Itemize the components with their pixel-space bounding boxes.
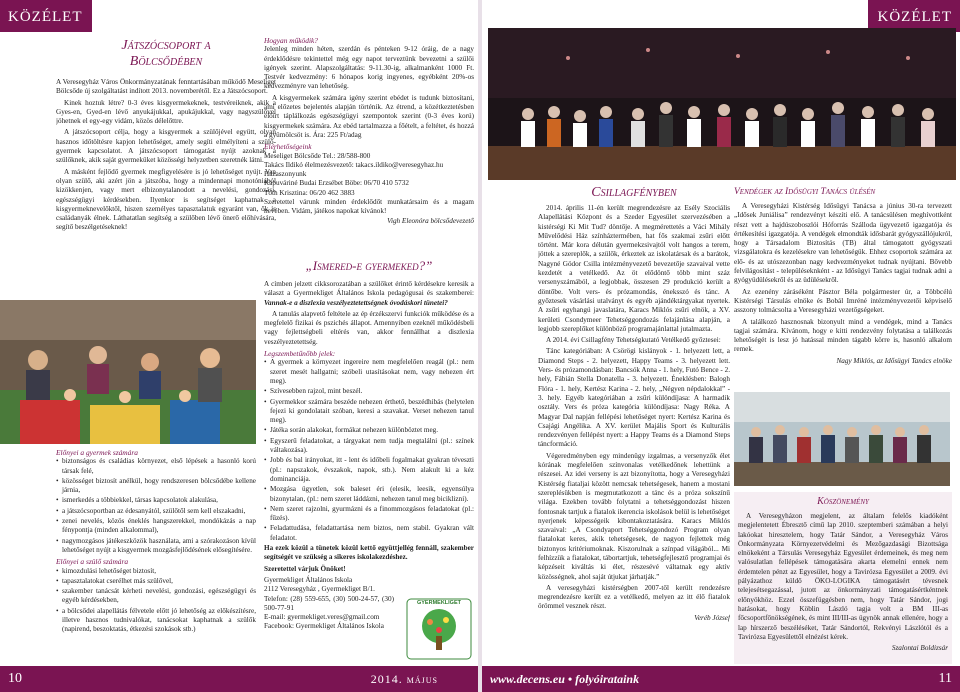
apology-box — [734, 492, 952, 664]
closing-note: Ha ezek közül a tünetek közül kettő együttjellég fennáll, szakember segítségét ve szükség a sikeres iskolakezdéshez. — [264, 544, 474, 562]
how-it-works-heading: Hogyan működik? — [264, 36, 318, 45]
article-apology — [738, 496, 948, 660]
footer-left — [0, 666, 478, 692]
contact-line: Kapuváriné Budai Erzsébet Böbe: 06/70 410 5732 — [264, 179, 409, 188]
article-title: Csillagfényben — [591, 185, 677, 200]
paragraph: A címben jelzett cikksorozatában a szülőket érintő kérdésekre keresik a választ a Gyermekliget Általános Iskola pedagógusai és szakemberei: — [264, 280, 474, 298]
list-item: • Mozgása ügyetlen, sok baleset éri (elesik, leesik, egyensúlya bizonytalan, (pl.: nem szeret láddázni, nehezen tanul meg biciklizni). — [264, 485, 474, 504]
contact-line: Szeretettel várunk minden érdeklődőt munkatársaim és a magam nevében. Vidám, játékos napokat kívánok! — [264, 198, 474, 216]
paragraph: A Veresegyházi Kistérség Idősügyi Tanácsa a június 30-ra tervezett „Idősek Juniálisa” rendezvényt készíti elő. A tanácsülésen meghívottként részt vett a hajdúszoboszlói Hóforrás Szálloda ügyvezető igazgatója és értékesítési igazgatója. A vendégek elmondták idősbarát gyógyszállójukról, hogy a Társadalom Biztosítás (TB) által támogatott gyógyszati vizsgálatokra és kezelésekre van lehetőségük. Ehhez csoportok számára az elő- és az utószezonban nagy kedvezményeket tudnak nyújtani. Bővebb felvilágosítást - településeknként - az Idősügyi Tanács tagjai tudnak adni a gyógyüdülésekről és az üdülésekről. — [734, 202, 952, 285]
contact-line: Meseliget Bölcsőde Tel.: 28/588-800 — [264, 151, 371, 160]
page-number: 10 — [8, 671, 22, 686]
paragraph: A játszócsoport célja, hogy a kisgyermek a szülőjével együtt, olyan hasznos időtöltésre kapjon lehetőséget, amely segíti elmélyíteni a szülő-gyermek kapcsolatot. A játszócsoport támogatást nyújt azoknak a szülőknek, akik saját gyermeküket közösségi helyzetben szeretnék látni. — [56, 128, 276, 165]
signature: Veréb József — [694, 613, 730, 622]
contact-line: Házaszonyunk — [264, 170, 307, 179]
article-playgroup-intro — [56, 38, 276, 338]
list-item: • a játszócsoportban az édesanyától, szülőtől sem kell elszakadni, — [56, 507, 256, 516]
paragraph: A Veresegyház Város Önkormányzatának fenntartásában működő Meseliget Bölcsőde új szolgáltatást indított 2013. novemberétől. Ez a Játszócsoport. — [56, 78, 276, 96]
paragraph: A 2014. évi Csillagfény Tehetségkutató Vetélkedő győztesei: — [546, 336, 721, 345]
meeting-photo — [734, 392, 950, 486]
paragraph: Kinek hoztuk létre? 0-3 éves kisgyermekeknek, testvéreiknek, akik a Gyes-en, Gyed-en lévő anyukájukkal, apukájukkal, vagy nagyszülővel jöhetnek el egy-egy vidám, közös délelőttre. — [56, 98, 276, 126]
list-item: • biztonságos és családias környezet, első lépések a hasonló korú társak felé, — [56, 457, 256, 476]
paragraph: 2014. április 11-én került megrendezésre az Esély Szociális Alapellátási Központ és a Szeder Egyesület szervezésében a kistérségi Ki Mit Tud? döntője. A megmérettetés a Váci Mihály Művelődési Ház színháztermében, hat fős szakmai zsűri előtt történt. Már kora délután gyermekzsivajtól volt hangos a terem, jöttek a szereplők, a szülők, érkeztek az iskolatársak és a barátok, Nagyné Gödor Csilla intézményvezető bevezetője szavaival vette kezdetét a vetélkedő. Az öt elődöntő több mint száz versenyszámából, a legjobbak, összesen 29 produkció került a döntőbe. Volt vers- és prózamondás, éneksszó és tánc. A győztesek vásárlási utalványt és egyéb ajándéktárgyakat nyertek. A zsűri egyhangú javaslatára, Karacs Miklós zsűri elnök, a XV. kerületi Csondymeer Tehetséggondozás felajánlása alapján, a legjobb szereplőket különböző programajánlattal jutalmazta. — [538, 204, 730, 333]
left-page — [0, 0, 478, 692]
school-logo — [406, 598, 472, 660]
playgroup-photo — [0, 300, 256, 444]
section-label-left: KÖZÉLET — [0, 0, 92, 32]
paragraph: A tanulás alapvető feltétele az ép érzékszervi funkciók működése és a megfelelő fizikai és pszichés állapot. Amennyiben ezeknél működésbeli vagy fejlettségbeli eltérés van, akkor fennállhat a diszlexia veszélyeztetettség. — [264, 309, 474, 346]
contact-line: Tóth Krisztina: 06/20 462 3883 — [264, 188, 355, 197]
list-item: • szakember tanácsát kérheti nevelési, gondozási, egészségügyi és egyéb kérdésekben, — [56, 587, 256, 606]
article-title: Vendégek az Idősügyi Tanács ülésén — [734, 187, 876, 197]
signs-list — [264, 358, 474, 543]
article-guests — [734, 186, 952, 386]
list-item: • ismerkedés a többiekkel, társas kapcsolatok alakulása, — [56, 496, 256, 505]
article-title: Játszócsoport a Bölcsődében — [121, 38, 211, 69]
list-item: • Egyszerű feladatokat, a tárgyakat nem tudja megtalálni (pl.: színek váltakozása). — [264, 437, 474, 456]
stage-photo — [488, 28, 956, 180]
address-line: Gyermekliget Általános Iskola — [264, 575, 353, 584]
section-label-right: KÖZÉLET — [868, 0, 960, 32]
list-item: • Szívesebben rajzol, mint beszél. — [264, 387, 474, 396]
list-item: • kimozdulási lehetőséget biztosít, — [56, 567, 256, 576]
paragraph: Végeredményben egy mindenügy izgalmas, a versenyzők élet kórának megfelelően színvonalas vetélkedőnek lehettünk a részesei. Az idei verseny is azt bizonyította, hogy a Veresegyházi Kistérség fiataljai között nemcsak tehetségesek, hanem a mostani szereplésükben is megmutatkozott a tánc és a próza sokszínű világa. Ezekben tovább folytatni a tehetséggondozást hiszen fontosnak tartjuk a fiatalok ikerencia iskolások belül is lehetőséget nyerjenek képességeik kibontakoztatására. Karacs Miklós szavaival: „A Csondyaport Tehetséggondozó Program olyan fiatalokat keres, akik tehetségesek, de nagyon fejlettek még biztonyos kritériumoknak. Kiszorulnak a színpad világából... Mi felhízzük a fiatalokat, tábortartjuk, tehetségfejlesztő programjai és képzéseit kiváltás ki élet, részesévé váltatnak egy aktív közösségnek, ahol saját útjukat járhatják.” — [538, 451, 730, 581]
list-item: • Játéka során alakokat, formákat nehezen különböztet meg. — [264, 426, 474, 435]
list-item: • A gyermek a környezet ingereire nem megfelelően reagál (pl.: nem szeret mesét hallgatni; szóbeli utasításokat nem, vagy nehezen ért meg). — [264, 358, 474, 386]
signature: Vigh Eleonóra bölcsődevezető — [387, 216, 474, 225]
paragraph: A találkozó hasznosnak bizonyult mind a vendégek, mind a Tanács tagjai számára. Kívánom, hogy e kitti rendezvény folytatása a találkozás lehetőségét is lesz jó hatással minden tágabb körre is, hasonló alkalom remek. — [734, 317, 952, 354]
article-title: „Ismered-e gyermeked?” — [305, 258, 433, 273]
advantages-parent-list — [56, 567, 256, 635]
signs-heading: Legszembetűnőbb jelek: — [264, 349, 336, 359]
logo-text: GYERMEKLIGET — [416, 600, 461, 606]
signature: Szalontai Boldizsár — [891, 644, 948, 653]
right-page — [482, 0, 960, 692]
list-item: • Nem szeret rajzolni, gyurmázni és a finommozgásos feladatokat (pl.: fűzés). — [264, 505, 474, 524]
paragraph: Tánc kategóriában: A Csörögi kislányok - 1. helyezett lett, a Diamond Steps - 2. helyezett, Happy Teams - 3. helyezett lett. Vers- és prózamondásban: Bancsók Anna - 1. hely, Futó Bence - 2. hely, Fábián Stella Donatella - 3. helyezett. Éneklésben: Balogh Flóra - 1. hely, Kertész Karina - 2. hely, „Négyen népdalokkal” - 3. hely. Egyéb kategóriában a zsűri különdíjasa: A harmadik osztály. Vers és próza kategória különdíjasa: Nagy Réka. A Magyar Dal napján fellépési lehetőséget nyert: Kertész Karina és Csajági Angélika. A XV. kerület Majális Sport és Kulturális rendezvényen fellépést nyert: a Happy Teams és a Diamond Steps táncformáció. — [538, 347, 730, 449]
list-item: • Jobb és bal irányokat, itt - lent és időbeli fogalmakat gyakran téveszti (pl.: napszakok, évszakok, napok, stb.). Nem alakult ki a kéz dominanciája. — [264, 456, 474, 484]
email-line: E-mail: gyermekliget.veres@gmail.com — [264, 613, 380, 622]
article-title: Köszönemény — [817, 496, 869, 507]
contacts-heading: Elérhetőségeink — [264, 142, 312, 152]
highlight-question: Vannak-e a diszlexia veszélyeztetettségnek óvodáskori tünetei? — [264, 298, 448, 307]
website-footer: www.decens.eu • folyóirataink — [490, 672, 640, 686]
paragraph: Jelenleg minden héten, szerdán és pénteken 9-12 óráig, de a nagy érdeklődésre tekintettel még egy napot terveztünk bevezetni a szülői igények szerint. Alapszolgáltatás: 9-11.30-ig, alkalmanként 1000 Ft. Testvér kedvezmény: 6 hónapos korig ingyenes, egyébként 20%-os kedvezményre van lehetőség. — [264, 45, 474, 91]
contact-line: Takács Ildikó élelmezésvezető: takacs.ildiko@veresegyhaz.hu — [264, 160, 444, 169]
advantages-child-list — [56, 457, 256, 555]
advantages-parent-title: Előnyei a szülő számára — [56, 557, 129, 567]
address-line: Telefon: (28) 559-655, (30) 500-24-57, (30) 500-77-91 — [264, 594, 394, 612]
list-item: • a bölcsődei alapellátás félvetele előtt jó lehetőség az előkészítésre, illetve hasznos tudnivalókat, tanácsokat kaphatnak a szülők (napirend, beszoktatás, étkezési szokások stb.) — [56, 607, 256, 635]
list-item: • nagymozgásos játékeszközök használata, ami a szórakozáson kívül lehetőséget nyújt a kisgyermek mozgásfejlődésének elősegítésére. — [56, 537, 256, 556]
signature: Nagy Miklós, az Idősügyi Tanács elnöke — [836, 356, 952, 365]
paragraph: A kisgyermekek számára igény szerint ebédet is tudunk biztosítani, ami előzetes bejelentés alapján történik. Az étrend, a közétkeztetésben előírt táplálkozás egészségügyi szempontok szerint (0-3 éves korú) kisgyermekek számára. Az ebéd tartalmazza a főételt, a feltétet, és hozzá a gyümölcsöt is. Ára: 225 Ft/adag — [264, 93, 474, 139]
list-item: • közösséget biztosít anélkül, hogy rendszeresen bölcsődébe kellene járnia, — [56, 477, 256, 496]
advantages-child-title: Előnyei a gyermek számára — [56, 448, 138, 457]
list-item: • Feladattudása, feladattartása nem biztos, nem stabil. Gyakran vált feladatot. — [264, 524, 474, 543]
paragraph: A Veresegyházon megjelent, az általam felelős kiadóként megjelentetett Ébresztő című lap 2010. szeptemberi számában a helyi lakóokat hiresztelem, hogy Tatár Sándor, a Veresegyház Város Önkormányzata Környezetvédelmi és Mezőgazdasági Bizottsága elnökeként a Társulás Veresegyház Egyesület érdemeinek, és meg nem valósulatlan fellépések támogatására akarta elemelni ennek nem érdemtelen pénzt az Egyesület, hogy a Tavirózsa Egyesület a 2009. évi pályázathoz küldő ÖKO-LOGIKA támogatásért tévesnek telejesétsegazással, jutott az önkormányzati támogatásértkéntnek előnyökhöz. Ezzel összefüggésben nem, hogy Tatár Sándor, jogi hatásokat, hogy Köblin László tagja volt a BM III-as főcsoportfőnökségének, és mint III/III-as ügynök annak ellenére, hogy a lap hírszerző beszéléséket, Tatár Sándortól, Rekvényi Lászlótól és a Tavirózsa Egyesülettől elnézést kérek. — [738, 512, 948, 641]
facebook-line: Facebook: Gyermekliget Általános Iskola — [264, 622, 384, 631]
article-starlight — [538, 184, 730, 666]
issue-date: 2014. május — [370, 672, 438, 686]
address-line: 2112 Veresegyház , Gyermekliget B/1. — [264, 585, 375, 594]
list-item: • Gyermekkor számára beszéde nehezen érthető, beszédhibás (helytelen fejezi ki gondolatait szóban, keresi a szavakat. Verset nehezen tanul meg). — [264, 398, 474, 426]
closing-greeting: Szeretettel várjuk Önöket! — [264, 564, 346, 573]
list-item: • zenei nevelés, közös éneklés hangszerekkel, mondókázás a nap fénypontja (minden alkalommal), — [56, 517, 256, 536]
paragraph: A veresegyházi kistérségben 2007-től került rendezésre megrendezésre került ez a vetélkedő, melyen az itt élő fiatalok örömmel vesznek részt. — [538, 583, 730, 611]
page-number: 11 — [938, 671, 952, 686]
footer-right — [482, 666, 960, 692]
list-item: • tapasztalatokat cserélhet más szülővel, — [56, 577, 256, 586]
paragraph: Az ezenény záráséként Pásztor Béla polgármester úr, a Többcélú Kistérségi Társulás elnöke és Bobál Imréné intézményvezetői képviselő asszony tolmácsolta a Veresegyházi vezetőgségeket. — [734, 287, 952, 315]
advantages-column — [56, 446, 256, 666]
paragraph: A másként fejlődő gyermek megfigyelésére is jó lehetőséget nyújt. Van olyan szülő, aki azért jön a játszóba, hogy a mindennapi monotóniából kizökkenjen, vagy mert elbizonytalanodott a nevelési, gondozási, egészségügyi kérdésekben. Ilyenkor is segítséget kaphatnak a kisgyermeknevelőktől, hiszen személyes tapasztalatuk egyaránt van, ők is családanyák élnek. Láthatatlan segítség a szülőben lévő önerő előhívására, segítő beszélgetéseknek! — [56, 167, 276, 232]
